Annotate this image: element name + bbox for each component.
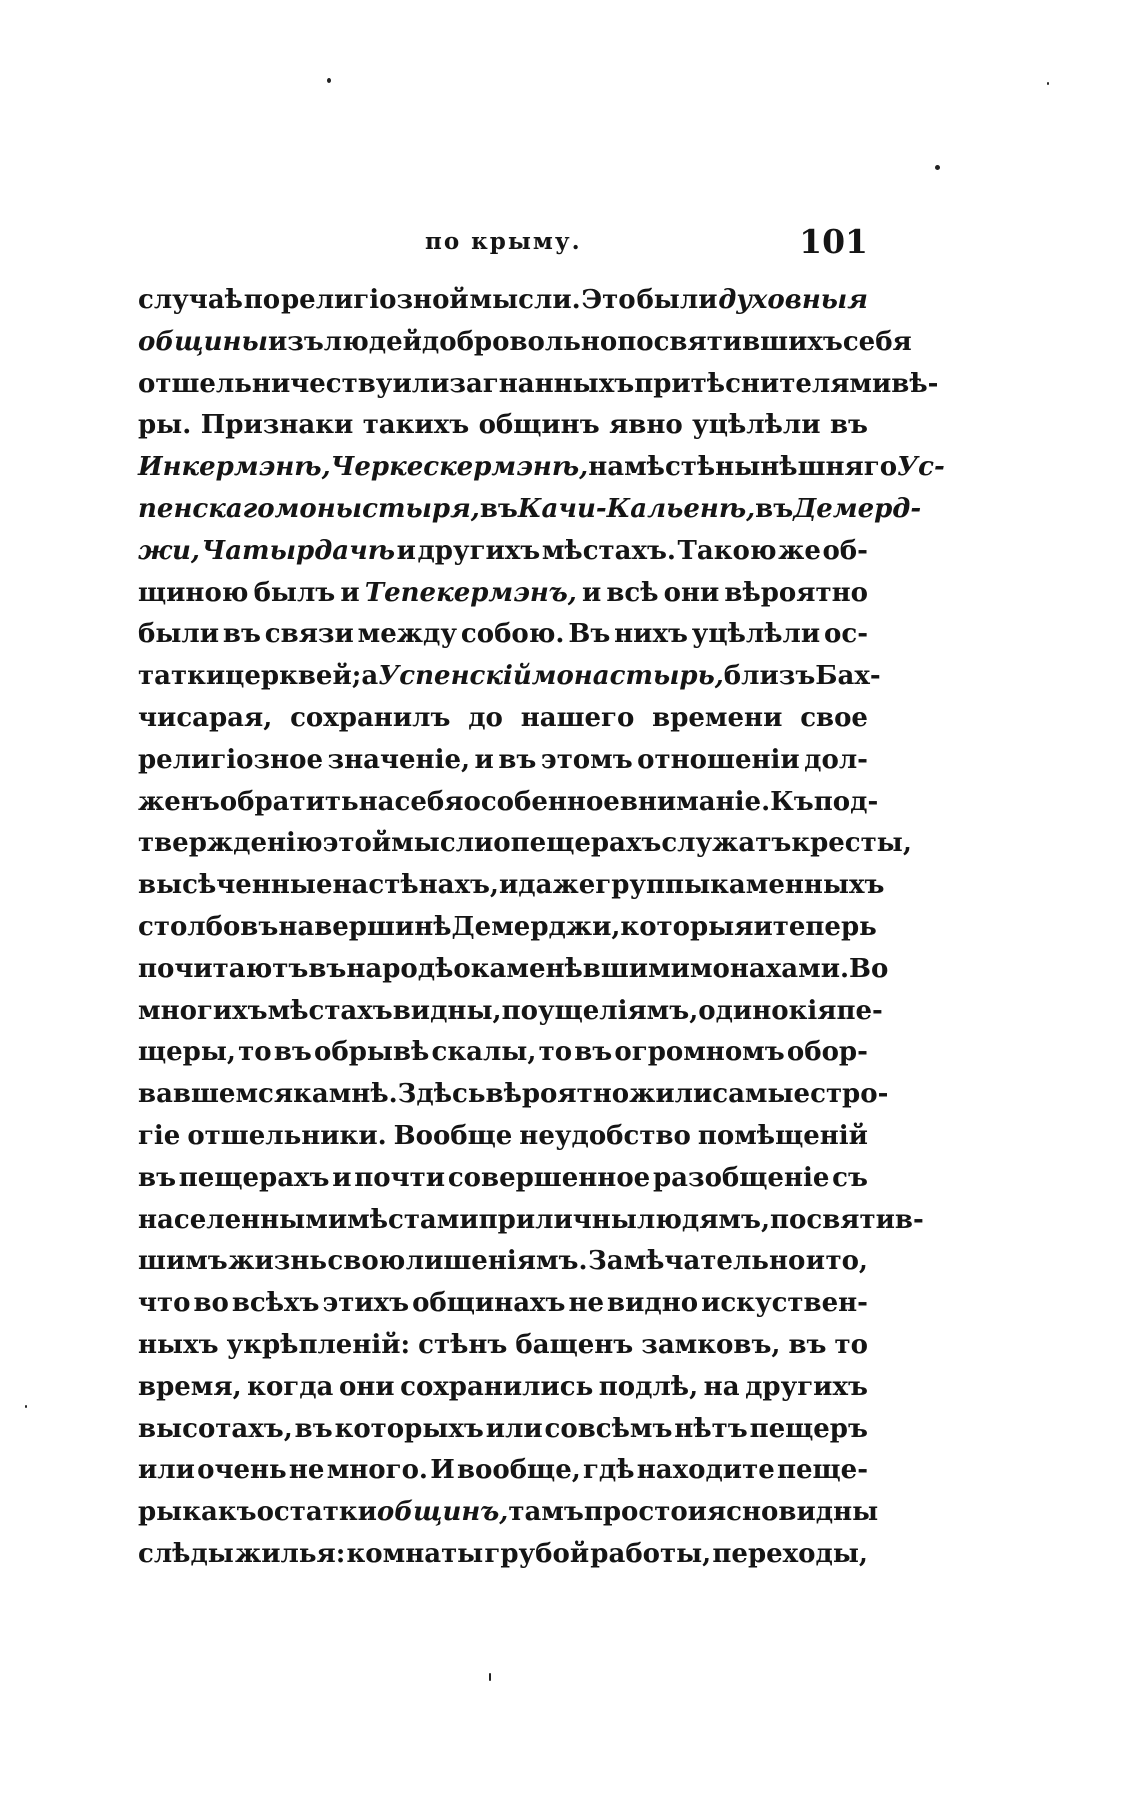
scan-speck [327,78,331,83]
text-line: въ пещерахъ и почти совершенное разобщеніе съ [138,1162,868,1193]
text-line: Инкермэнѣ, Черкескермэнѣ, на мѣстѣ нынѣшняго Ус- [138,452,945,483]
text-line: твержденію этой мысли о пещерахъ служатъ кресты, [138,828,912,859]
text-line: щиною былъ и Тепекермэнъ, и всѣ они вѣроятно [138,577,868,608]
text-line: чисарая, сохранилъ до нашего времени свое [138,702,868,733]
text-line: общины изъ людей добровольно посвятившихъ себя [138,326,912,357]
text-line: щеры, то въ обрывѣ скалы, то въ огромномъ обор- [138,1037,868,1068]
text-line: или очень не много. И вообще, гдѣ находите пеще- [138,1455,868,1486]
text-line: были въ связи между собою. Въ нихъ уцѣлѣли ос- [138,619,868,650]
page-number: 101 [799,222,868,261]
text-line: жи, Чатырдачѣ и другихъ мѣстахъ. Такою же об- [138,535,868,566]
text-line: гіе отшельники. Вообще неудобство помѣщеній [138,1120,868,1151]
body-text [138,280,945,1576]
text-line: отшельничеству или загнанныхъ притѣснителями вѣ- [138,368,939,399]
scan-speck [935,165,940,170]
text-line last: слѣды жилья: комнаты грубой работы, переходы, [138,1538,868,1569]
text-line: ры. Признаки такихъ общинъ явно уцѣлѣли въ [138,410,868,441]
text-line: почитаютъ въ народѣ окаменѣвшими монахами. Во [138,953,889,984]
text-line: случаѣ по религіозной мысли. Это были духовныя [138,285,868,315]
text-line: столбовъ на вершинѣ Демерджи, которыя и теперь [138,911,877,942]
text-line: время, когда они сохранились подлѣ, на другихъ [138,1371,868,1402]
scan-speck [25,1405,27,1408]
scan-speck [1047,82,1049,85]
text-line: религіозное значеніе, и въ этомъ отношеніи дол- [138,744,868,775]
text-line: женъ обратить на себя особенное вниманіе. Къ под- [138,786,879,817]
text-line: высотахъ, въ которыхъ или совсѣмъ нѣтъ пещеръ [138,1413,868,1444]
text-line: что во всѣхъ этихъ общинахъ не видно искуствен- [138,1288,868,1319]
text-line: пенскаго моныстыря, въ Качи-Кальенѣ, въ Демерд- [138,493,922,524]
text-line: вавшемся камнѣ. Здѣсь вѣроятно жили самые стро- [138,1079,889,1110]
text-line: шимъ жизнь свою лишеніямъ. Замѣчательно и то, [138,1246,868,1277]
scan-speck [489,1673,491,1681]
text-line: татки церквей; а Успенскій монастырь, близъ Бах- [138,661,881,692]
text-line: многихъ мѣстахъ видны, по ущеліямъ, одинокія пе- [138,995,883,1026]
text-line: ныхъ укрѣпленій: стѣнъ бащенъ замковъ, въ то [138,1329,868,1360]
running-head: по крыму. [425,228,582,255]
text-line: высѣченные на стѣнахъ, и даже группы каменныхъ [138,870,885,901]
text-line: ры какъ остатки общинъ, тамъ просто и ясно видны [138,1497,879,1528]
text-line: населенными мѣстами приличны людямъ, посвятив- [138,1204,924,1235]
page-header [138,222,868,268]
